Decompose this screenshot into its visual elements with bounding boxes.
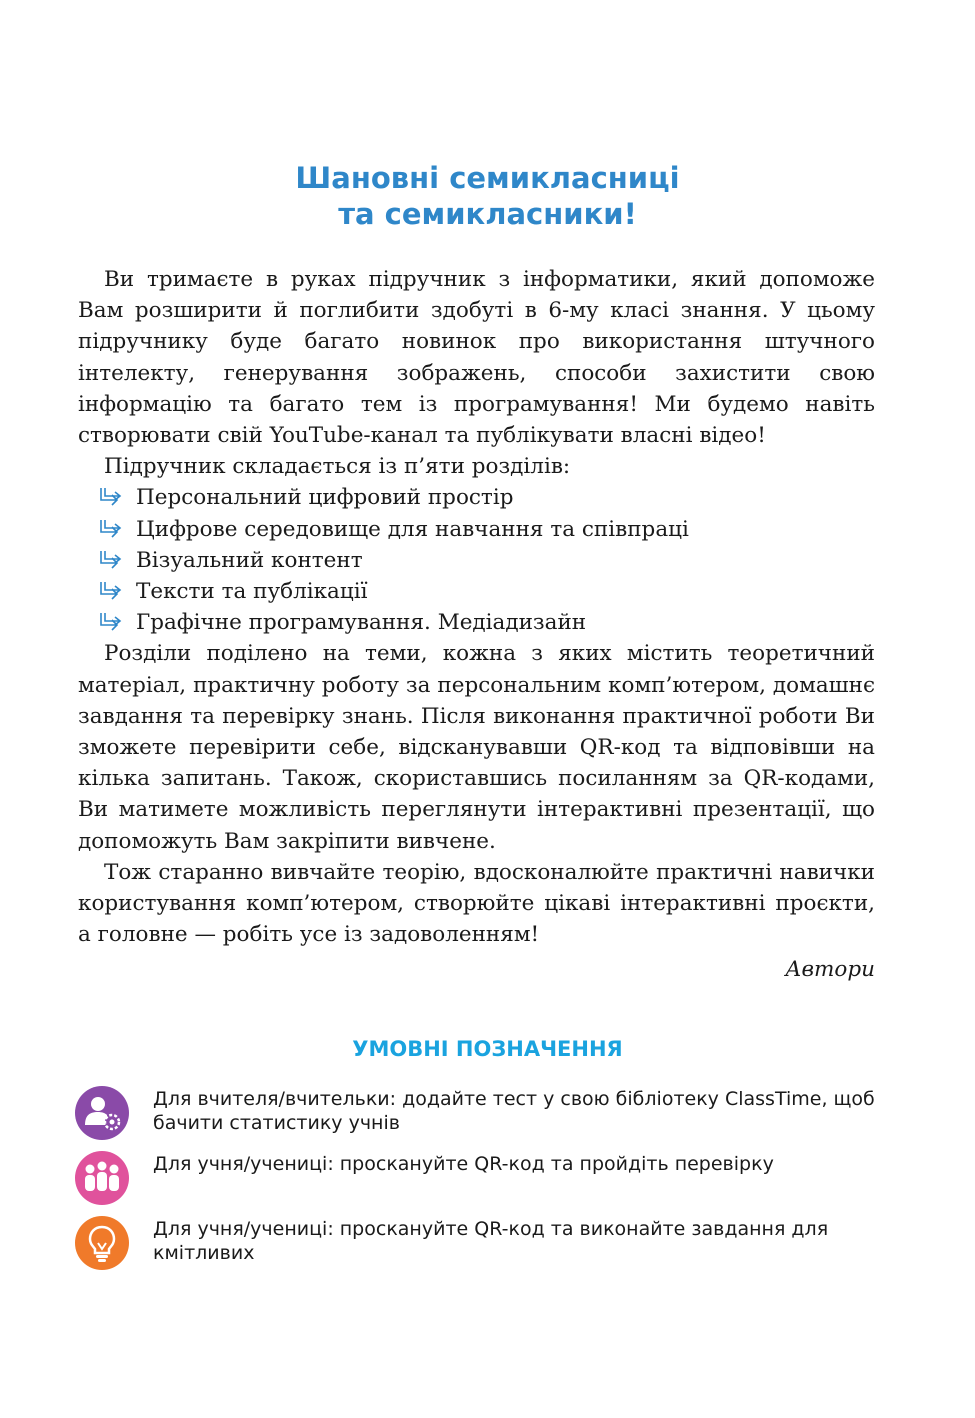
legend-item-students xyxy=(74,1150,894,1210)
legend-item-teacher xyxy=(74,1085,894,1145)
legend-text-teacher: Для вчителя/вчительки: додайте тест у свою бібліотеку ClassTime, щоб бачити статистику учнів xyxy=(153,1088,875,1134)
legend-text-students: Для учня/учениці: проскануйте QR-код та пройдіть перевірку xyxy=(153,1153,774,1175)
list-item xyxy=(78,545,875,576)
arrow-icon xyxy=(98,549,124,573)
list-item-label: Цифрове середовище для навчання та співпраці xyxy=(136,516,689,542)
body-text xyxy=(78,264,875,986)
list-item xyxy=(78,607,875,638)
page-title xyxy=(0,160,975,232)
teacher-icon xyxy=(74,1085,130,1141)
page-title-line-1: Шановні семикласниці xyxy=(295,161,680,195)
list-item-label: Персональний цифровий простір xyxy=(136,485,514,511)
arrow-icon xyxy=(98,518,124,542)
arrow-icon xyxy=(98,580,124,604)
arrow-icon xyxy=(98,611,124,635)
legend-item-lightbulb xyxy=(74,1215,894,1275)
list-item xyxy=(78,576,875,607)
arrow-icon xyxy=(98,486,124,510)
sections-intro: Підручник складається із п’яти розділів: xyxy=(104,454,571,480)
sections-list xyxy=(78,482,875,638)
intro-paragraph: Ви тримаєте в руках підручник з інформатики, який допоможе Вам розширити й поглибити здобуті в 6-му класі знання. У цьому підручнику буде багато новинок про використання штучного інтелекту, генерування зображень, способи захистити свою інформацію та багато тем із програмування! Ми будемо навіть створювати свій YouTube-канал та публікувати власні відео! xyxy=(78,267,875,449)
legend-title: УМОВНІ ПОЗНАЧЕННЯ xyxy=(352,1037,623,1061)
signature: Автори xyxy=(785,957,875,983)
students-icon xyxy=(74,1150,130,1206)
lightbulb-icon xyxy=(74,1215,130,1271)
legend-text-lightbulb: Для учня/учениці: проскануйте QR-код та виконайте завдання для кмітливих xyxy=(153,1218,829,1264)
list-item xyxy=(78,514,875,545)
list-item-label: Тексти та публікації xyxy=(136,579,368,605)
closing-paragraph: Тож старанно вивчайте теорію, вдосконалюйте практичні навички користування комп’ютером, створюйте цікаві інтерактивні проєкти, а головне — робіть усе із задоволенням! xyxy=(78,859,875,948)
list-item xyxy=(78,482,875,513)
list-item-label: Візуальний контент xyxy=(136,547,363,573)
page-title-line-2: та семикласники! xyxy=(338,197,637,231)
list-item-label: Графічне програмування. Медіадизайн xyxy=(136,610,587,636)
structure-paragraph: Розділи поділено на теми, кожна з яких містить теоретичний матеріал, практичну роботу за персональним комп’ютером, домашнє завдання та перевірку знань. Після виконання практичної роботи Ви зможете перевірити себе, відсканувавши QR-код та відповівши на кілька запитань. Також, скориставшись посиланням за QR-кодами, Ви матимете можливість переглянути інтерактивні презентації, що допоможуть Вам закріпити вивчене. xyxy=(78,641,875,854)
